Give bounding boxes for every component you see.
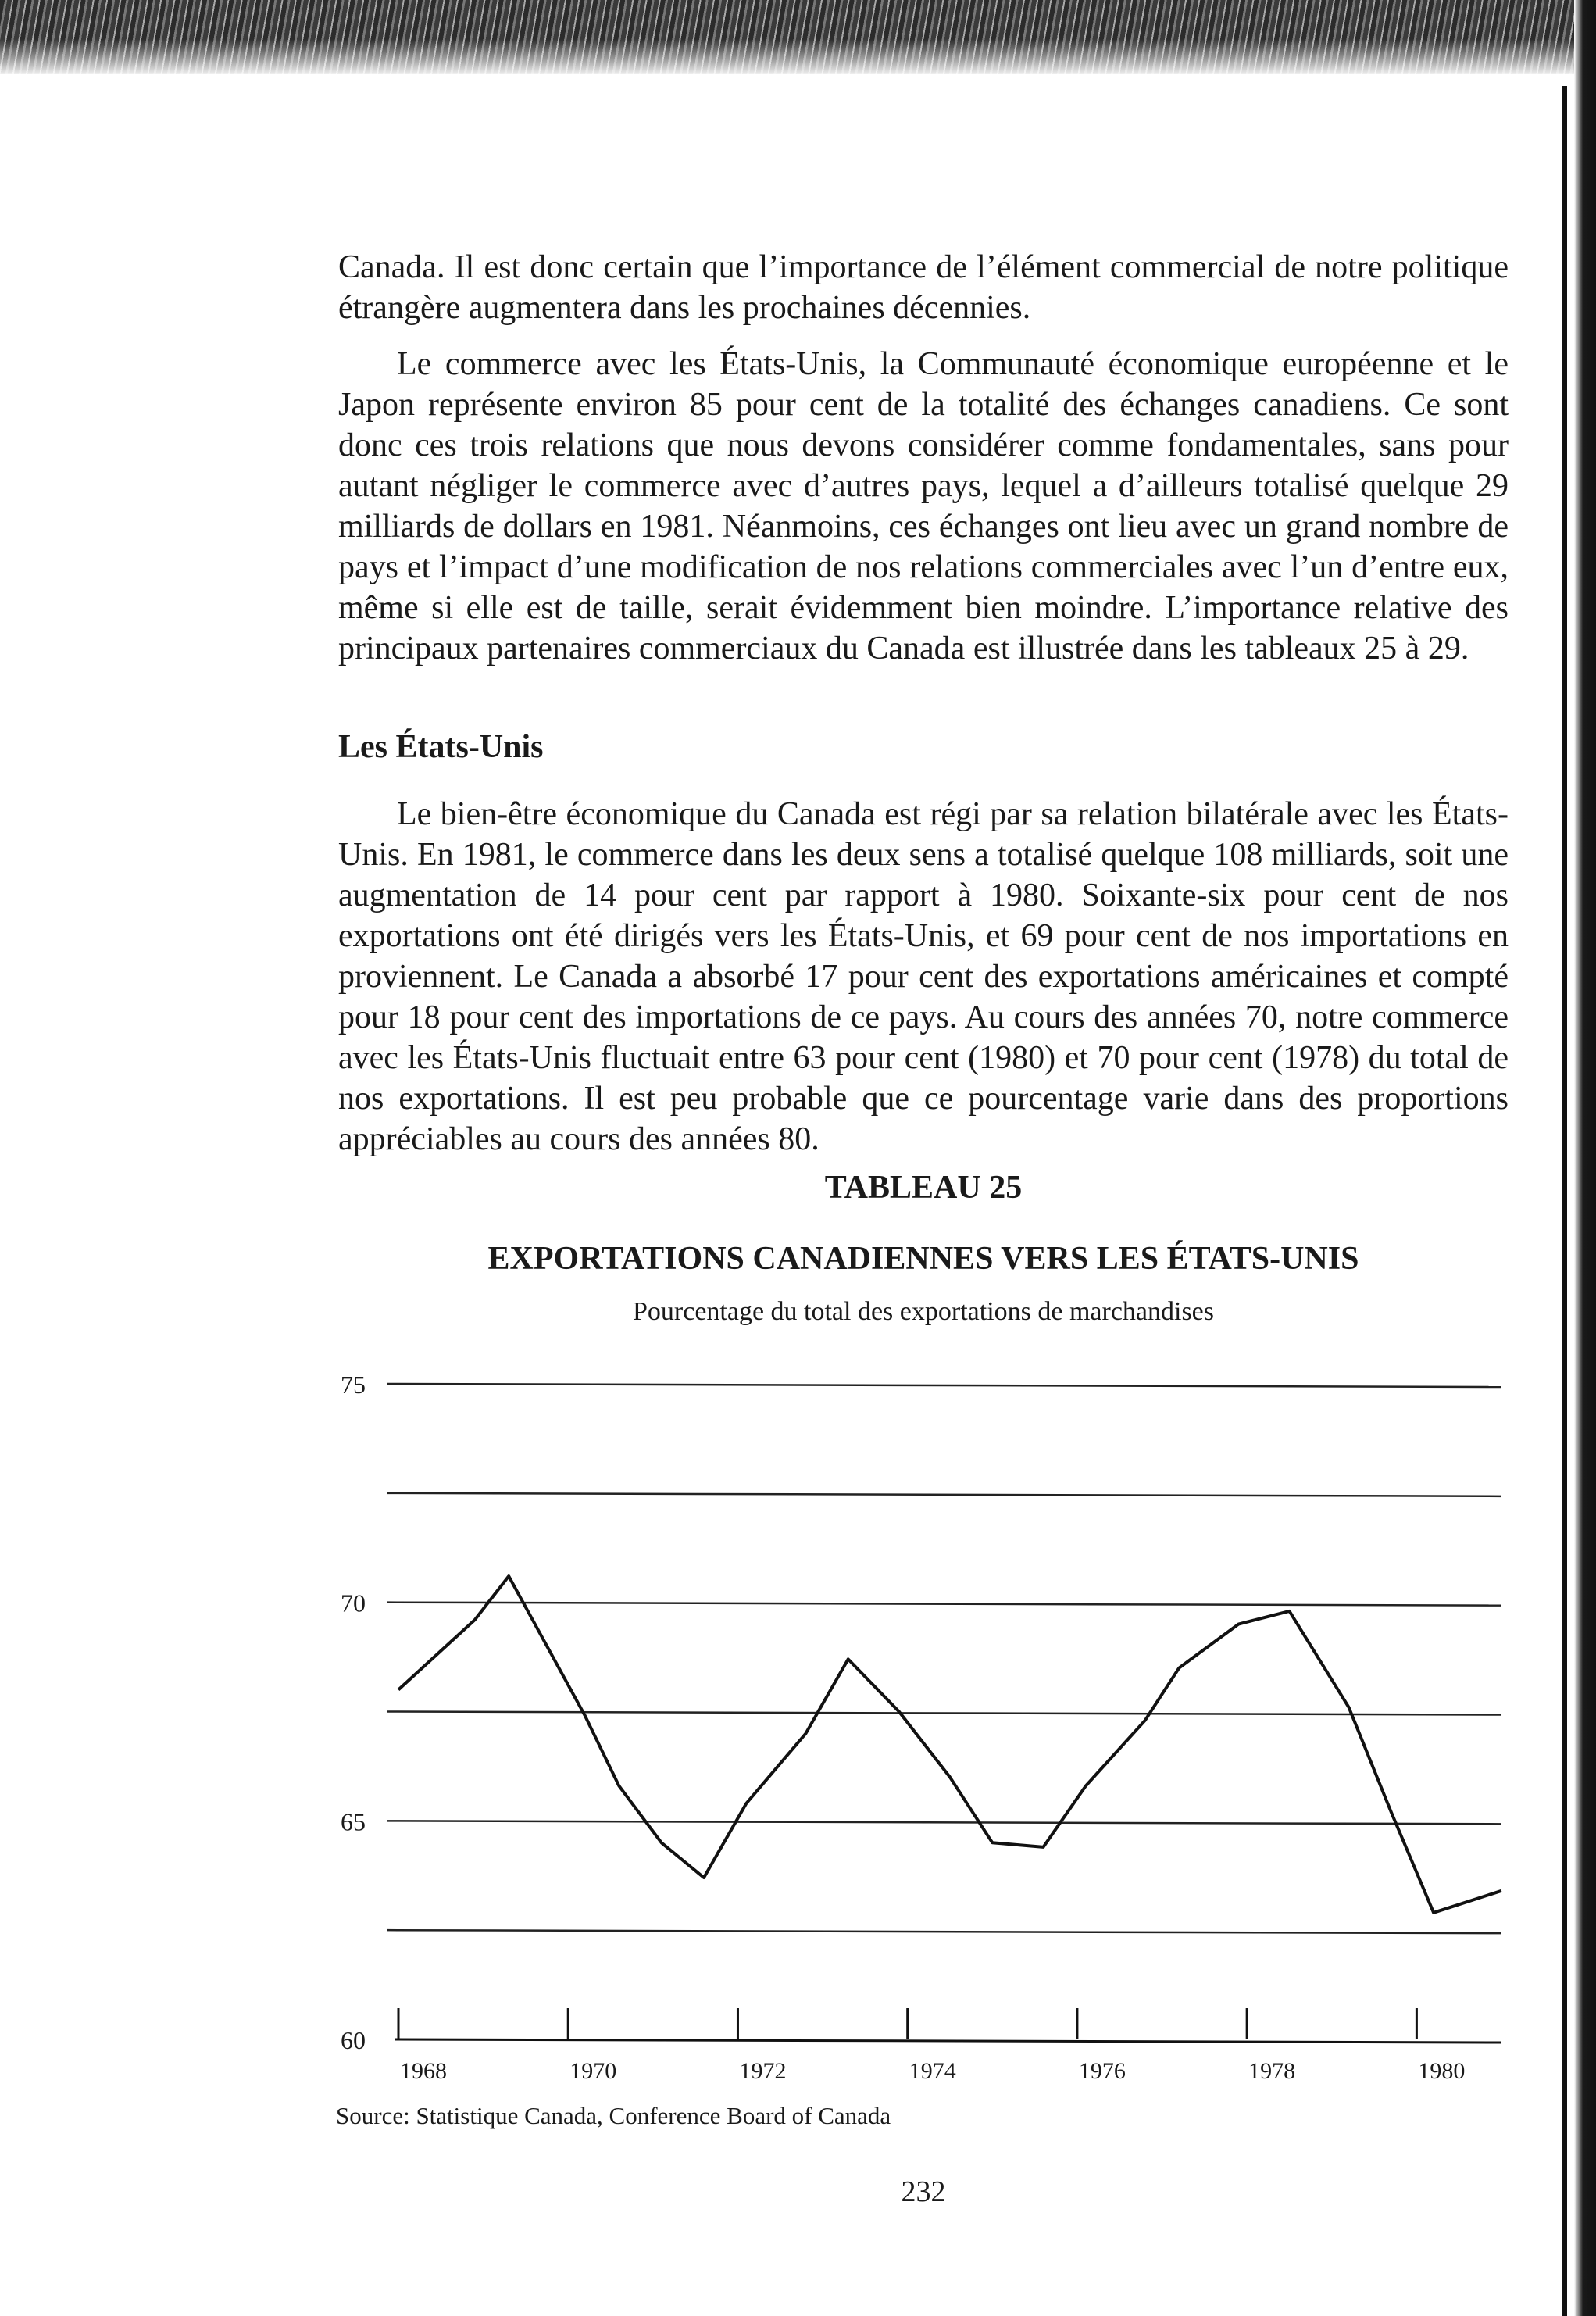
y-tick-label: 65 (341, 1807, 366, 1836)
source-note: Source: Statistique Canada, Conference Board of Canada (336, 2102, 891, 2129)
x-tick-label: 1968 (400, 2058, 447, 2084)
series-line (398, 1576, 1501, 1913)
x-tick-label: 1974 (909, 2058, 956, 2084)
gridline (387, 1712, 1501, 1715)
x-tick-label: 1972 (739, 2058, 787, 2084)
y-tick-labels (341, 1371, 366, 2054)
section-heading: Les États-Unis (338, 729, 544, 765)
gridline (387, 1384, 1501, 1387)
gridline (387, 1821, 1501, 1824)
paragraph-3: Le bien-être économique du Canada est régi par sa relation bilatérale avec les États-Unis. En 1981, le commerce dans les deux sens a totalisé quelque 108 milliards, soit une augmentation de 14 pour cent par rapport à 1980. Soixante-six pour cent de nos exportations ont été dirigés vers les États-Unis, et 69 pour cent de nos importations en proviennent. Le Canada a absorbé 17 pour cent des exportations américaines et compté pour 18 pour cent des importations de ce pays. Au cours des années 70, notre commerce avec les États-Unis fluctuait entre 63 pour cent (1980) et 70 pour cent (1978) du total de nos exportations. Il est peu probable que ce pourcentage varie dans des proportions appréciables au cours des années 80. (338, 796, 1509, 1157)
paragraph-2: Le commerce avec les États-Unis, la Communauté économique européenne et le Japon représente environ 85 pour cent de la totalité des échanges canadiens. Ce sont donc ces trois relations que nous devons considérer comme fondamentales, sans pour autant négliger le commerce avec d’autres pays, lequel a d’ailleurs totalisé quelque 29 milliards de dollars en 1981. Néanmoins, ces échanges ont lieu avec un grand nombre de pays et l’impact d’une modification de nos relations commerciales avec l’un d’entre eux, même si elle est de taille, serait évidemment bien moindre. L’importance relative des principaux partenaires commerciaux du Canada est illustrée dans les tableaux 25 à 29. (338, 346, 1509, 667)
x-tick-labels (400, 2058, 1465, 2084)
y-tick-label: 75 (341, 1371, 366, 1399)
gridline (387, 1930, 1501, 1933)
chart-subtitle: Pourcentage du total des exportations de marchandises (633, 1297, 1214, 1326)
gridline (387, 1493, 1501, 1496)
y-tick-label: 60 (341, 2026, 366, 2054)
x-tick-label: 1976 (1078, 2058, 1126, 2084)
x-axis (395, 2008, 1501, 2043)
x-tick-label: 1978 (1248, 2058, 1296, 2084)
page-number: 232 (901, 2175, 946, 2208)
chart-title: EXPORTATIONS CANADIENNES VERS LES ÉTATS-UNIS (487, 1241, 1359, 1277)
x-tick-label: 1970 (569, 2058, 617, 2084)
x-tick-label: 1980 (1418, 2058, 1466, 2084)
table-label: TABLEAU 25 (824, 1170, 1023, 1206)
gridline (387, 1603, 1501, 1606)
y-tick-label: 70 (341, 1589, 366, 1617)
paragraph-1: Canada. Il est donc certain que l’importance de l’élément commercial de notre politique étrangère augmentera dans les prochaines décennies. (338, 249, 1509, 326)
x-axis-line (395, 2039, 1501, 2043)
